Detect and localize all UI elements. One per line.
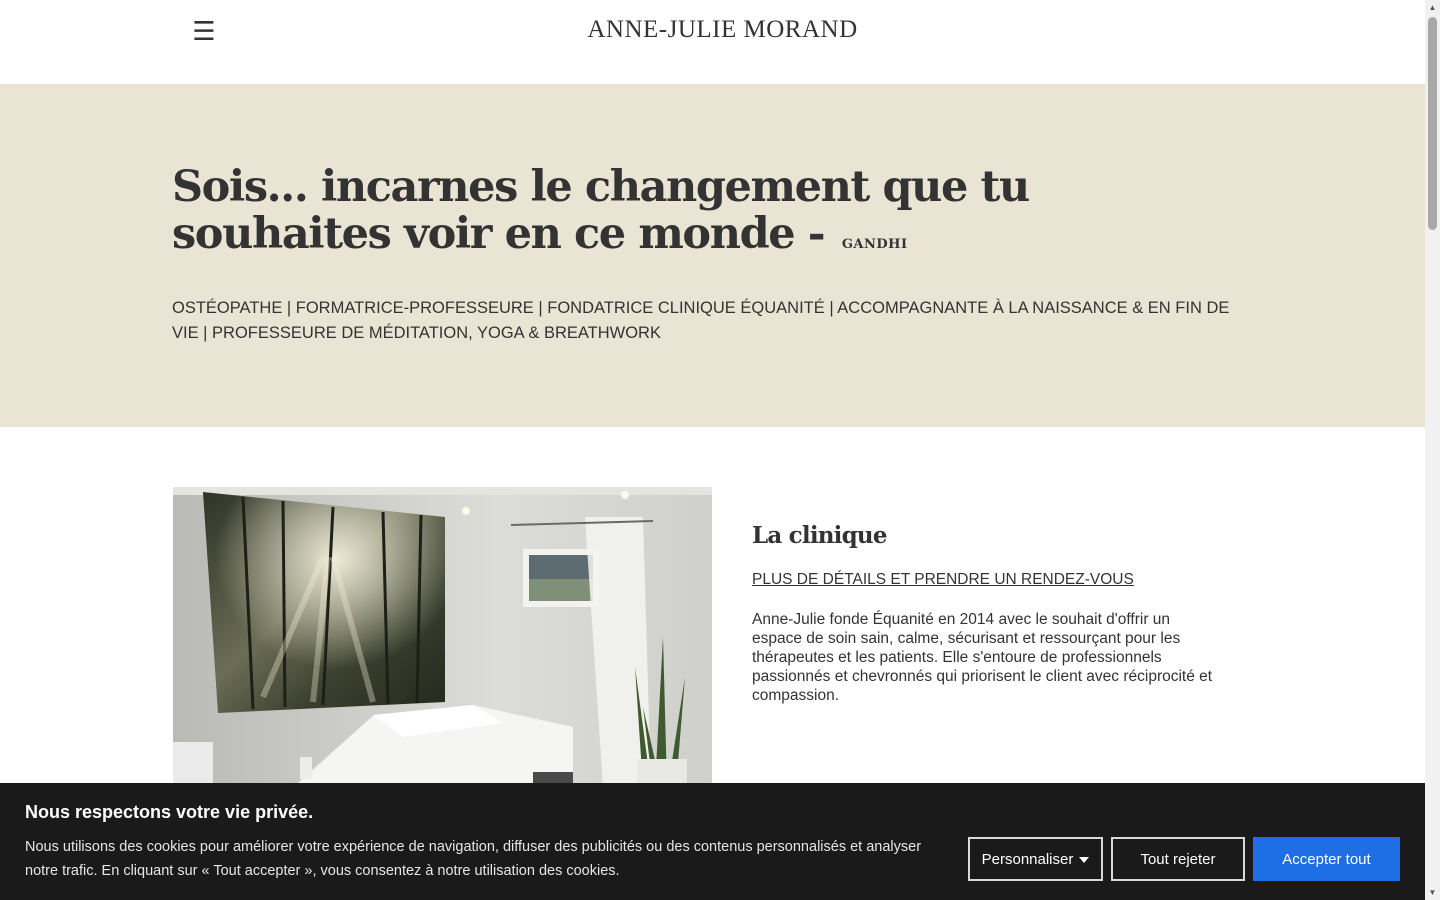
cookie-banner-text: Nous utilisons des cookies pour améliorer votre expérience de navigation, diffuser des publicités ou des contenus personnalisés et analyser notre trafic. En cliquant sur « Tout accepter », vous consentez à notre utilisation des cookies. <box>25 839 922 879</box>
reject-all-cookies-button[interactable]: Tout rejeter <box>1111 837 1245 881</box>
hero-subtitle: OSTÉOPATHE | FORMATRICE-PROFESSEURE | FONDATRICE CLINIQUE ÉQUANITÉ | ACCOMPAGNANTE À LA NAISSANCE & EN FIN DE VIE | PROFESSEURE DE MÉDITATION, YOGA & BREATHWORK <box>172 299 1230 342</box>
hero-quote-author: GANDHI <box>841 237 908 252</box>
hero-quote-text: Sois... incarnes le changement que tu souhaites voir en ce monde - <box>172 162 1029 259</box>
vertical-scrollbar[interactable] <box>1425 0 1440 900</box>
clinic-description: Anne-Julie fonde Équanité en 2014 avec le souhait d'offrir un espace de soin sain, calme, sécurisant et ressourçant pour les thérapeutes et les patients. Elle s'entoure de professionnels passionnés et chevronnés qui priorisent le client avec réciprocité et compassion. <box>752 611 1213 704</box>
treatment-room-photo-icon <box>173 487 712 787</box>
hero-section <box>0 84 1425 427</box>
clinic-title: La clinique <box>752 522 887 549</box>
scroll-down-arrow-icon[interactable]: ▼ <box>1428 888 1437 897</box>
clinic-photo <box>173 487 712 787</box>
caret-down-icon <box>1079 857 1089 863</box>
customize-cookies-button[interactable] <box>968 837 1103 881</box>
accept-all-cookies-button[interactable]: Accepter tout <box>1253 837 1400 881</box>
cookie-banner <box>0 783 1425 900</box>
hamburger-menu-icon[interactable]: ☰ <box>192 17 216 47</box>
clinic-details-link[interactable]: PLUS DE DÉTAILS ET PRENDRE UN RENDEZ-VOUS <box>752 571 1134 588</box>
site-header <box>0 0 1425 84</box>
customize-cookies-label: Personnaliser <box>981 851 1074 868</box>
cookie-banner-title: Nous respectons votre vie privée. <box>25 802 314 822</box>
hero-quote <box>172 164 1232 268</box>
scrollbar-thumb[interactable] <box>1428 17 1437 230</box>
scroll-up-arrow-icon[interactable]: ▲ <box>1428 3 1437 12</box>
site-title[interactable]: ANNE-JULIE MORAND <box>587 16 858 43</box>
